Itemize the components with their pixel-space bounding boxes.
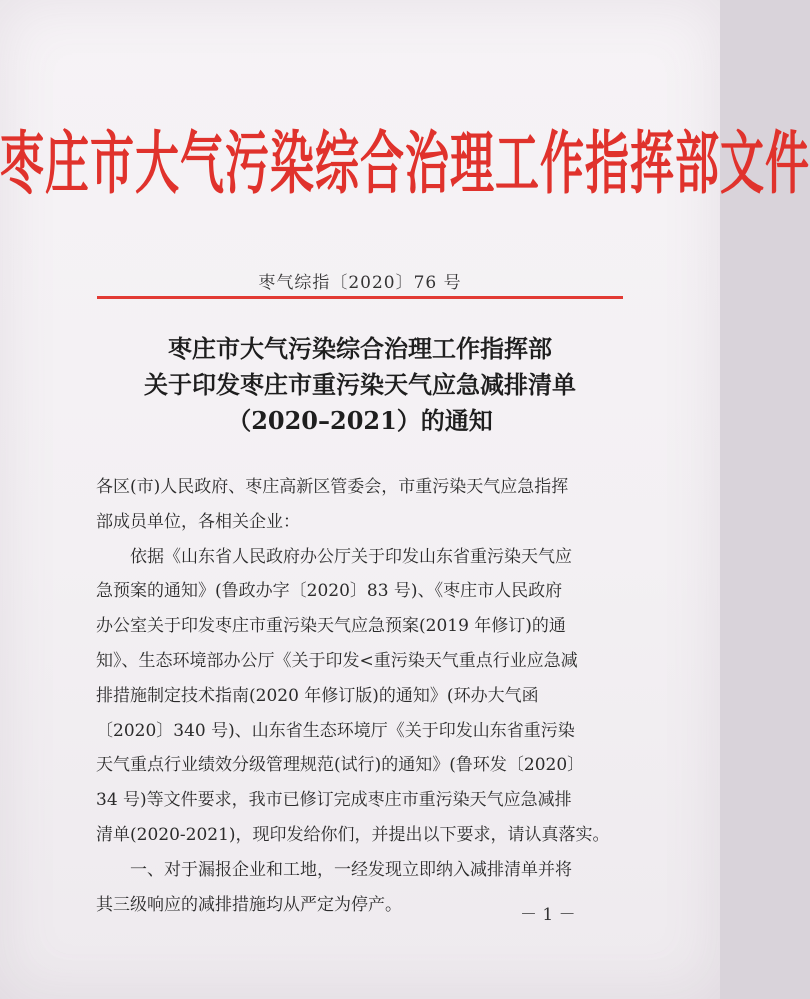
body-line: 34 号)等文件要求，我市已修订完成枣庄市重污染天气应急减排 (96, 790, 572, 811)
page-number: － 1 － (520, 905, 576, 925)
body-line: 依据《山东省人民政府办公厅关于印发山东省重污染天气应 (96, 546, 572, 567)
body-line: 部成员单位，各相关企业： (96, 511, 300, 532)
notice-title-line: 枣庄市大气污染综合治理工作指挥部 (168, 334, 552, 363)
notice-title (0, 331, 720, 439)
body-line: 一、对于漏报企业和工地，一经发现立即纳入减排清单并将 (96, 859, 572, 880)
notice-body (96, 470, 636, 922)
body-line: 急预案的通知》(鲁政办字〔2020〕83 号)、《枣庄市人民政府 (96, 581, 563, 602)
body-line: 办公室关于印发枣庄市重污染天气应急预案(2019 年修订)的通 (96, 616, 566, 637)
document-number: 枣气综指〔2020〕76 号 (258, 273, 462, 293)
body-line: 清单(2020-2021)，现印发给你们，并提出以下要求，请认真落实。 (96, 824, 610, 845)
document-header-title: 枣庄市大气污染综合治理工作指挥部文件 (0, 125, 810, 205)
notice-title-line: （2020–2021）的通知 (227, 406, 493, 435)
body-line: 其三级响应的减排措施均从严定为停产。 (96, 894, 402, 915)
body-line: 排措施制定技术指南(2020 年修订版)的通知》(环办大气函 (96, 685, 539, 706)
body-line: 各区(市)人民政府、枣庄高新区管委会，市重污染天气应急指挥 (96, 477, 569, 497)
body-line: 天气重点行业绩效分级管理规范(试行)的通知》(鲁环发〔2020〕 (96, 755, 585, 776)
notice-title-line: 关于印发枣庄市重污染天气应急减排清单 (144, 370, 576, 399)
body-line: 〔2020〕340 号)、山东省生态环境厅《关于印发山东省重污染 (96, 720, 575, 741)
red-divider-line (97, 296, 623, 299)
body-line: 知》、生态环境部办公厅《关于印发<重污染天气重点行业应急减 (96, 650, 578, 671)
